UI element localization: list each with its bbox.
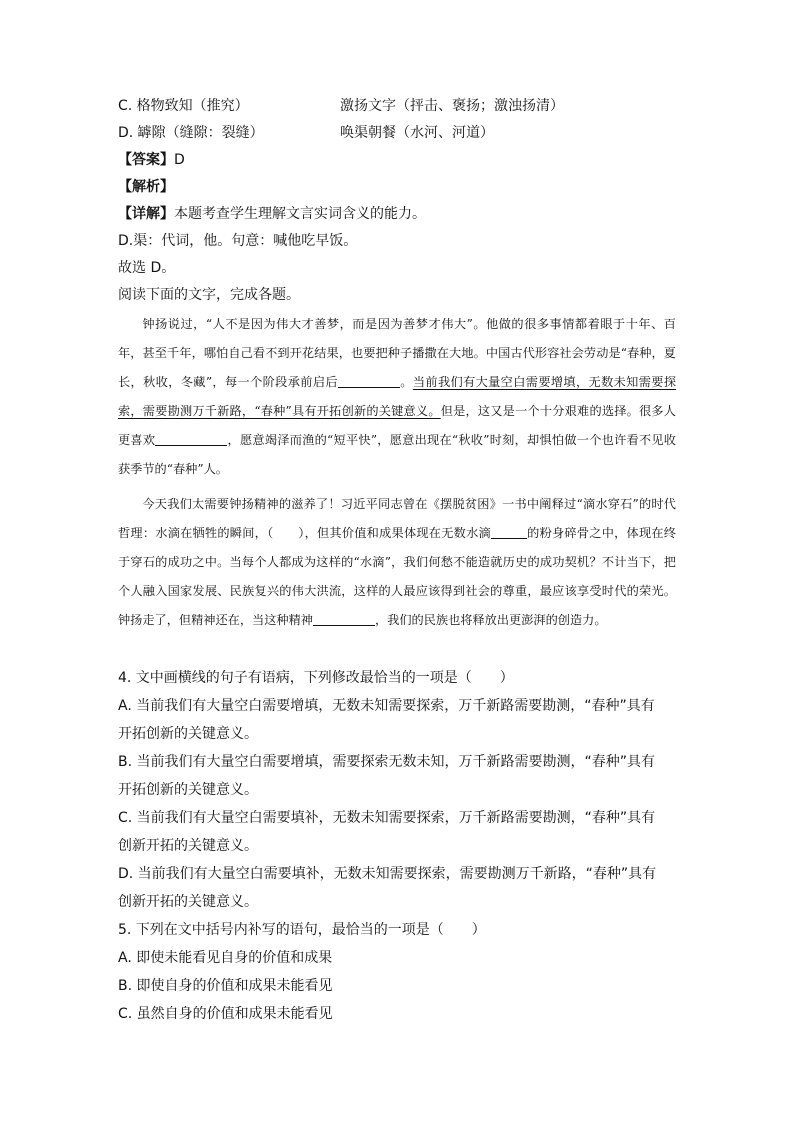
question-4: 4. 文中画横线的句子有语病，下列修改最恰当的一项是（ ） A. 当前我们有大量空白需要增填，无数未知需要探索，万千新路需要勘测，“春种”具有 开拓创新的关键意义。 B. 当前我们有大量空白需要增填，需要探索无数未知，万千新路需要勘测，“春种”具有 开拓创新的关键意义。 C. 当前我们有大量空白需要填补，无数未知需要探索，万千新路需要勘测，“春种”具有 创新开拓的关键意义。 D. 当前我们有大量空白需要填补，无数未知需要探索，需要勘测万千新路，“春种”具有 创新开拓的关键意义。 xyxy=(118,664,678,916)
blank-4 xyxy=(313,611,375,626)
q4-option-d: D. 当前我们有大量空白需要填补，无数未知需要探索，需要勘测万千新路，“春种”具有 xyxy=(118,866,657,882)
question-5 xyxy=(118,916,678,1028)
option-d-left: D. 罅隙（缝隙：裂缝） xyxy=(118,125,264,141)
analysis-line-2: D.渠：代词，他。句意：喊他吃早饭。 xyxy=(118,233,358,249)
analysis-line-3: 故选 D。 xyxy=(118,260,176,276)
q4-option-b: B. 当前我们有大量空白需要增填，需要探索无数未知，万千新路需要勘测，“春种”具有 xyxy=(118,754,656,770)
answer-tag: 【答案】 xyxy=(118,152,174,168)
q4-option-c: C. 当前我们有大量空白需要填补，无数未知需要探索，万千新路需要勘测，“春种”具有 xyxy=(118,810,656,826)
reading-intro: 阅读下面的文字，完成各题。 xyxy=(118,287,300,303)
option-d-prev xyxy=(118,123,678,143)
blank-3 xyxy=(491,524,527,539)
q5-option-a: A. 即使未能看见自身的价值和成果 xyxy=(118,950,333,966)
analysis-tag: 【解析】 xyxy=(118,179,174,195)
blank-2 xyxy=(155,431,227,446)
q4-option-a: A. 当前我们有大量空白需要增填，无数未知需要探索，万千新路需要勘测，“春种”具有 xyxy=(118,698,655,714)
question-5-stem: 5. 下列在文中括号内补写的语句，最恰当的一项是（ ） xyxy=(118,922,486,938)
underlined-sentence: 当前我们有大量空白需要增填，无数未知需要探索，需要勘测万千新路，“春种”具有开拓创新的关键意义。 xyxy=(118,375,677,418)
reading-passage xyxy=(118,310,676,635)
option-d-right: 唤渠朝餐（水河、河道） xyxy=(340,125,494,141)
option-c-left: C. 格物致知（推究） xyxy=(118,98,249,114)
detail-text: 本题考查学生理解文言实词含义的能力。 xyxy=(174,206,426,222)
analysis-heading xyxy=(118,177,678,197)
option-c-prev xyxy=(118,96,678,116)
analysis-detail xyxy=(118,204,678,224)
answer-value: D xyxy=(174,152,185,168)
blank-1 xyxy=(338,373,400,388)
answer-line xyxy=(118,150,678,170)
option-c-right: 激扬文字（抨击、褒扬；激浊扬清） xyxy=(340,98,564,114)
q5-option-b: B. 即使自身的价值和成果未能看见 xyxy=(118,978,333,994)
passage-paragraph-2: 今天我们太需要钟扬精神的滋养了！习近平同志曾在《摆脱贫困》一书中阐释过“滴水穿石”的时代哲理：水滴在牺牲的瞬间，（ ），但其价值和成果体现在无数水滴 的粉身碎骨之中，体现在终于穿石的成功之中。当每个人都成为这样的“水滴”，我们何愁不能造就历史的成功契机？不计当下，把个人融入国家发展、民族复兴的伟大洪流，这样的人最应该得到社会的尊重，最应该享受时代的荣光。钟扬走了，但精神还在，当这种精神 ，我们的民族也将释放出更澎湃的创造力。 xyxy=(118,497,676,627)
q5-option-c: C. 虽然自身的价值和成果未能看见 xyxy=(118,1006,333,1022)
question-4-stem: 4. 文中画横线的句子有语病，下列修改最恰当的一项是（ ） xyxy=(118,670,514,686)
passage-paragraph-1: 钟扬说过，“人不是因为伟大才善梦，而是因为善梦才伟大”。他做的很多事情都着眼于十年、百年，甚至千年，哪怕自己看不到开花结果，也要把种子播撒在大地。中国古代形容社会劳动是“春种，夏长，秋收，冬藏”，每一个阶段承前启后 。当前我们有大量空白需要增填，无数未知需要探索，需要勘测万千新路，“春种”具有开拓创新的关键意义。但是，这又是一个十分艰难的选择。很多人更喜欢 ，愿意竭泽而渔的“短平快”，愿意出现在“秋收”时刻，却惧怕做一个也许看不见收获季节的“春种”人。 xyxy=(118,317,677,476)
detail-tag: 【详解】 xyxy=(118,206,174,222)
